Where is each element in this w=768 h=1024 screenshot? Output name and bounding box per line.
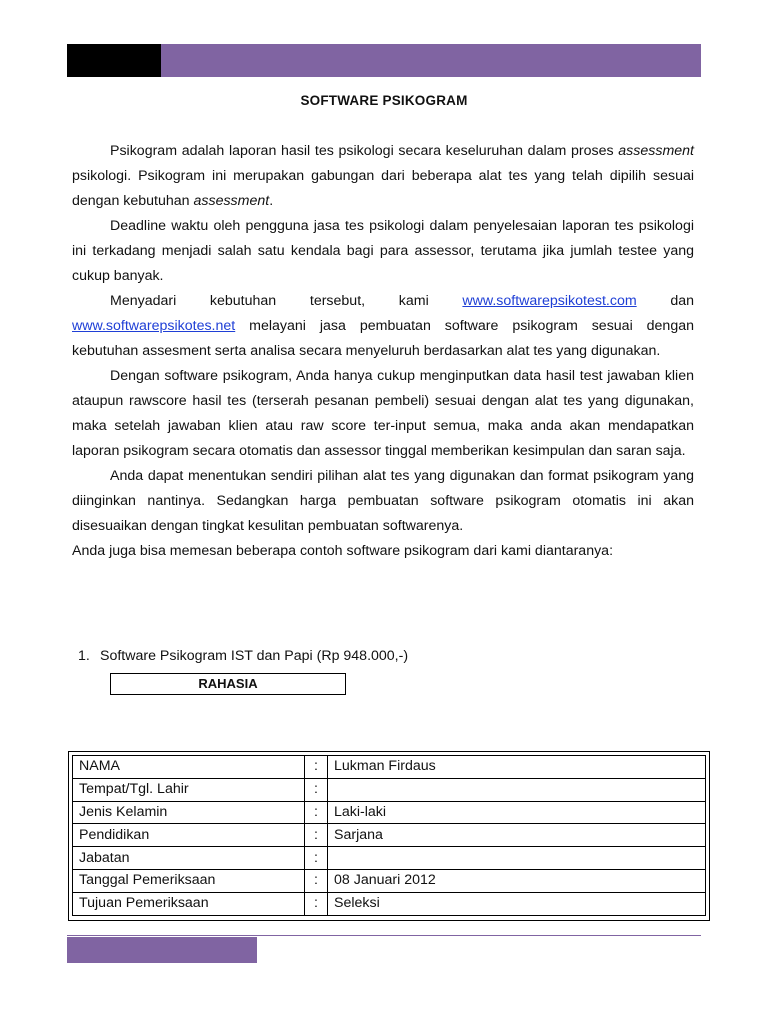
document-body: [72, 139, 694, 564]
row-label: Tanggal Pemeriksaan: [73, 869, 305, 892]
paragraph-order-intro: Anda juga bisa memesan beberapa contoh software psikogram dari kami diantaranya:: [72, 543, 614, 559]
header-accent-bar: [67, 44, 701, 77]
row-value: [328, 778, 706, 801]
row-value: Lukman Firdaus: [328, 756, 706, 779]
identity-table: [72, 755, 706, 916]
header-black-block: [67, 44, 161, 77]
emphasis-assessment: assessment: [193, 193, 270, 209]
table-row: [73, 847, 706, 870]
paragraph-text: Psikogram adalah laporan hasil tes psikologi secara keseluruhan dalam proses: [110, 143, 619, 159]
paragraph-menyadari-first-line: [72, 289, 694, 314]
paragraph-text: psikologi. Psikogram ini merupakan gabungan dari beberapa alat tes yang telah dipilih sesuai dengan kebutuhan: [72, 168, 694, 209]
document-title: SOFTWARE PSIKOGRAM: [300, 93, 468, 108]
paragraph-word: tersebut,: [309, 293, 366, 309]
table-row: [73, 778, 706, 801]
table-row: [73, 801, 706, 824]
confidential-label-box: RAHASIA: [110, 673, 346, 695]
identity-table-frame: [68, 751, 710, 921]
list-number: 1.: [78, 648, 90, 664]
paragraph-text: .: [269, 193, 274, 209]
row-label: Pendidikan: [73, 824, 305, 847]
list-item-software-ist-papi: [78, 644, 408, 669]
paragraph-psikogram-definition: [72, 139, 694, 214]
table-row: [73, 869, 706, 892]
row-separator: :: [305, 824, 328, 847]
paragraph-format-price: Anda dapat menentukan sendiri pilihan alat tes yang digunakan dan format psikogram yang diinginkan nantinya. Sedangkan harga pembuatan software psikogram otomatis ini akan disesuaikan dengan tingkat kesulitan pembuatan softwarenya.: [72, 468, 694, 534]
paragraph-word: kebutuhan: [209, 293, 277, 309]
row-value: [328, 847, 706, 870]
emphasis-assessment: assessment: [618, 143, 694, 159]
paragraph-deadline: Deadline waktu oleh pengguna jasa tes psikologi dalam penyelesaian laporan tes psikologi ini terkadang menjadi salah satu kendala bagi para assessor, terutama jika jumlah testee yang cukup banyak.: [72, 218, 694, 284]
row-separator: :: [305, 847, 328, 870]
paragraph-word: Menyadari: [110, 293, 177, 309]
footer-divider: [67, 935, 701, 936]
list-item-text: Software Psikogram IST dan Papi (Rp 948.000,-): [100, 648, 409, 664]
paragraph-software-usage: Dengan software psikogram, Anda hanya cukup menginputkan data hasil test jawaban klien ataupun rawscore hasil tes (terserah pesanan pembeli) sesuai dengan alat tes yang digunakan, maka setelah jawaban klien atau raw score ter-input semua, maka anda akan mendapatkan laporan psikogram secara otomatis dan assessor tinggal memberikan kesimpulan dan saran saja.: [72, 368, 694, 459]
row-label: Jenis Kelamin: [73, 801, 305, 824]
table-row: [73, 892, 706, 915]
table-row: [73, 824, 706, 847]
row-value: 08 Januari 2012: [328, 869, 706, 892]
row-label: Jabatan: [73, 847, 305, 870]
row-value: Seleksi: [328, 892, 706, 915]
row-separator: :: [305, 892, 328, 915]
table-row: [73, 756, 706, 779]
paragraph-menyadari-rest: [72, 314, 694, 364]
row-value: Laki-laki: [328, 801, 706, 824]
row-separator: :: [305, 801, 328, 824]
row-label: Tempat/Tgl. Lahir: [73, 778, 305, 801]
link-softwarepsikotes[interactable]: www.softwarepsikotes.net: [72, 318, 236, 334]
link-softwarepsikotest[interactable]: www.softwarepsikotest.com: [462, 293, 637, 309]
paragraph-text: melayani jasa pembuatan software psikogram sesuai dengan kebutuhan assesment serta analisa secara menyeluruh berdasarkan alat tes yang digunakan.: [72, 318, 694, 359]
paragraph-word: dan: [670, 293, 694, 309]
row-separator: :: [305, 869, 328, 892]
row-label: NAMA: [73, 756, 305, 779]
footer-accent-bar: [67, 937, 257, 963]
row-label: Tujuan Pemeriksaan: [73, 892, 305, 915]
row-separator: :: [305, 778, 328, 801]
row-value: Sarjana: [328, 824, 706, 847]
row-separator: :: [305, 756, 328, 779]
paragraph-word: kami: [398, 293, 429, 309]
